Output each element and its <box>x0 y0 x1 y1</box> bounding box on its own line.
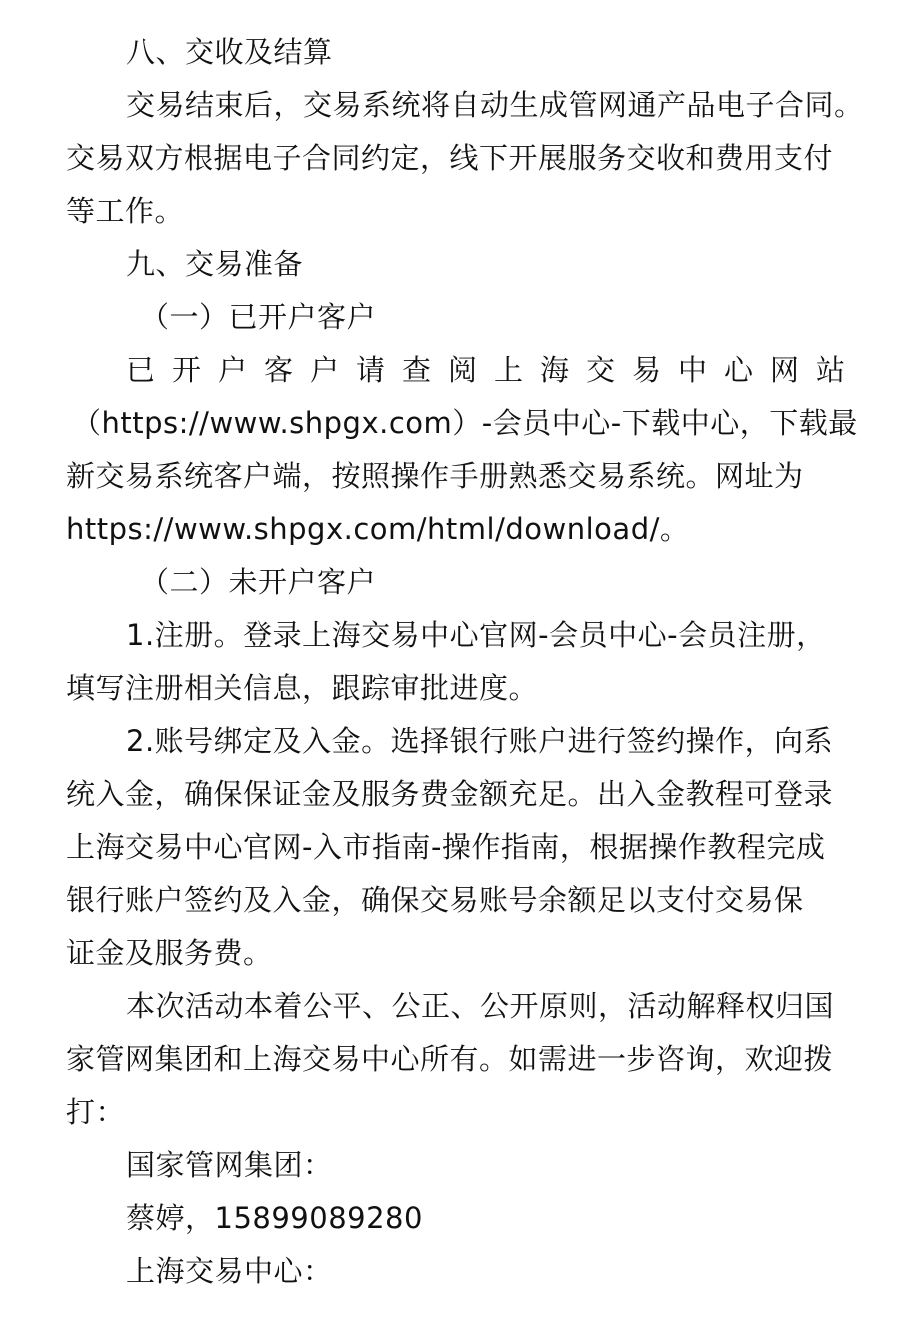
paragraph-line: 已开户客户请查阅上海交易中心网站 <box>126 353 863 387</box>
paragraph-line: 家管网集团和上海交易中心所有。如需进一步咨询，欢迎拨 <box>66 1042 834 1076</box>
paragraph-line: 2.账号绑定及入金。选择银行账户进行签约操作，向系 <box>126 724 834 758</box>
paragraph-line: 新交易系统客户端，按照操作手册熟悉交易系统。网址为 <box>66 459 804 493</box>
subsection-heading-new-clients: （二）未开户客户 <box>140 565 377 599</box>
paragraph-line: 统入金，确保保证金及服务费金额充足。出入金教程可登录 <box>66 777 834 811</box>
paragraph-line: 填写注册相关信息，跟踪审批进度。 <box>66 671 539 705</box>
contact-person: 蔡婷，15899089280 <box>126 1201 423 1235</box>
paragraph-line: 证金及服务费。 <box>66 936 273 970</box>
paragraph-line: 1.注册。登录上海交易中心官网-会员中心-会员注册， <box>126 618 826 652</box>
subsection-heading-existing-clients: （一）已开户客户 <box>140 300 377 334</box>
paragraph-line: 本次活动本着公平、公正、公开原则，活动解释权归国 <box>126 989 835 1023</box>
paragraph-line: （https://www.shpgx.com）-会员中心-下载中心，下载最 <box>72 406 858 440</box>
contact-org-label: 上海交易中心： <box>126 1254 333 1288</box>
paragraph-line: 上海交易中心官网-入市指南-操作指南，根据操作教程完成 <box>66 830 826 864</box>
paragraph-line: 银行账户签约及入金，确保交易账号余额足以支付交易保 <box>66 883 804 917</box>
contact-org-label: 国家管网集团： <box>126 1148 333 1182</box>
section-heading-preparation: 九、交易准备 <box>126 247 304 281</box>
paragraph-line: 交易双方根据电子合同约定，线下开展服务交收和费用支付 <box>66 141 834 175</box>
section-heading-settlement: 八、交收及结算 <box>126 35 333 69</box>
paragraph-line: 交易结束后，交易系统将自动生成管网通产品电子合同。 <box>126 88 864 122</box>
download-url-line: https://www.shpgx.com/html/download/。 <box>66 512 690 546</box>
paragraph-line: 打： <box>66 1095 126 1129</box>
paragraph-line: 等工作。 <box>66 194 185 228</box>
